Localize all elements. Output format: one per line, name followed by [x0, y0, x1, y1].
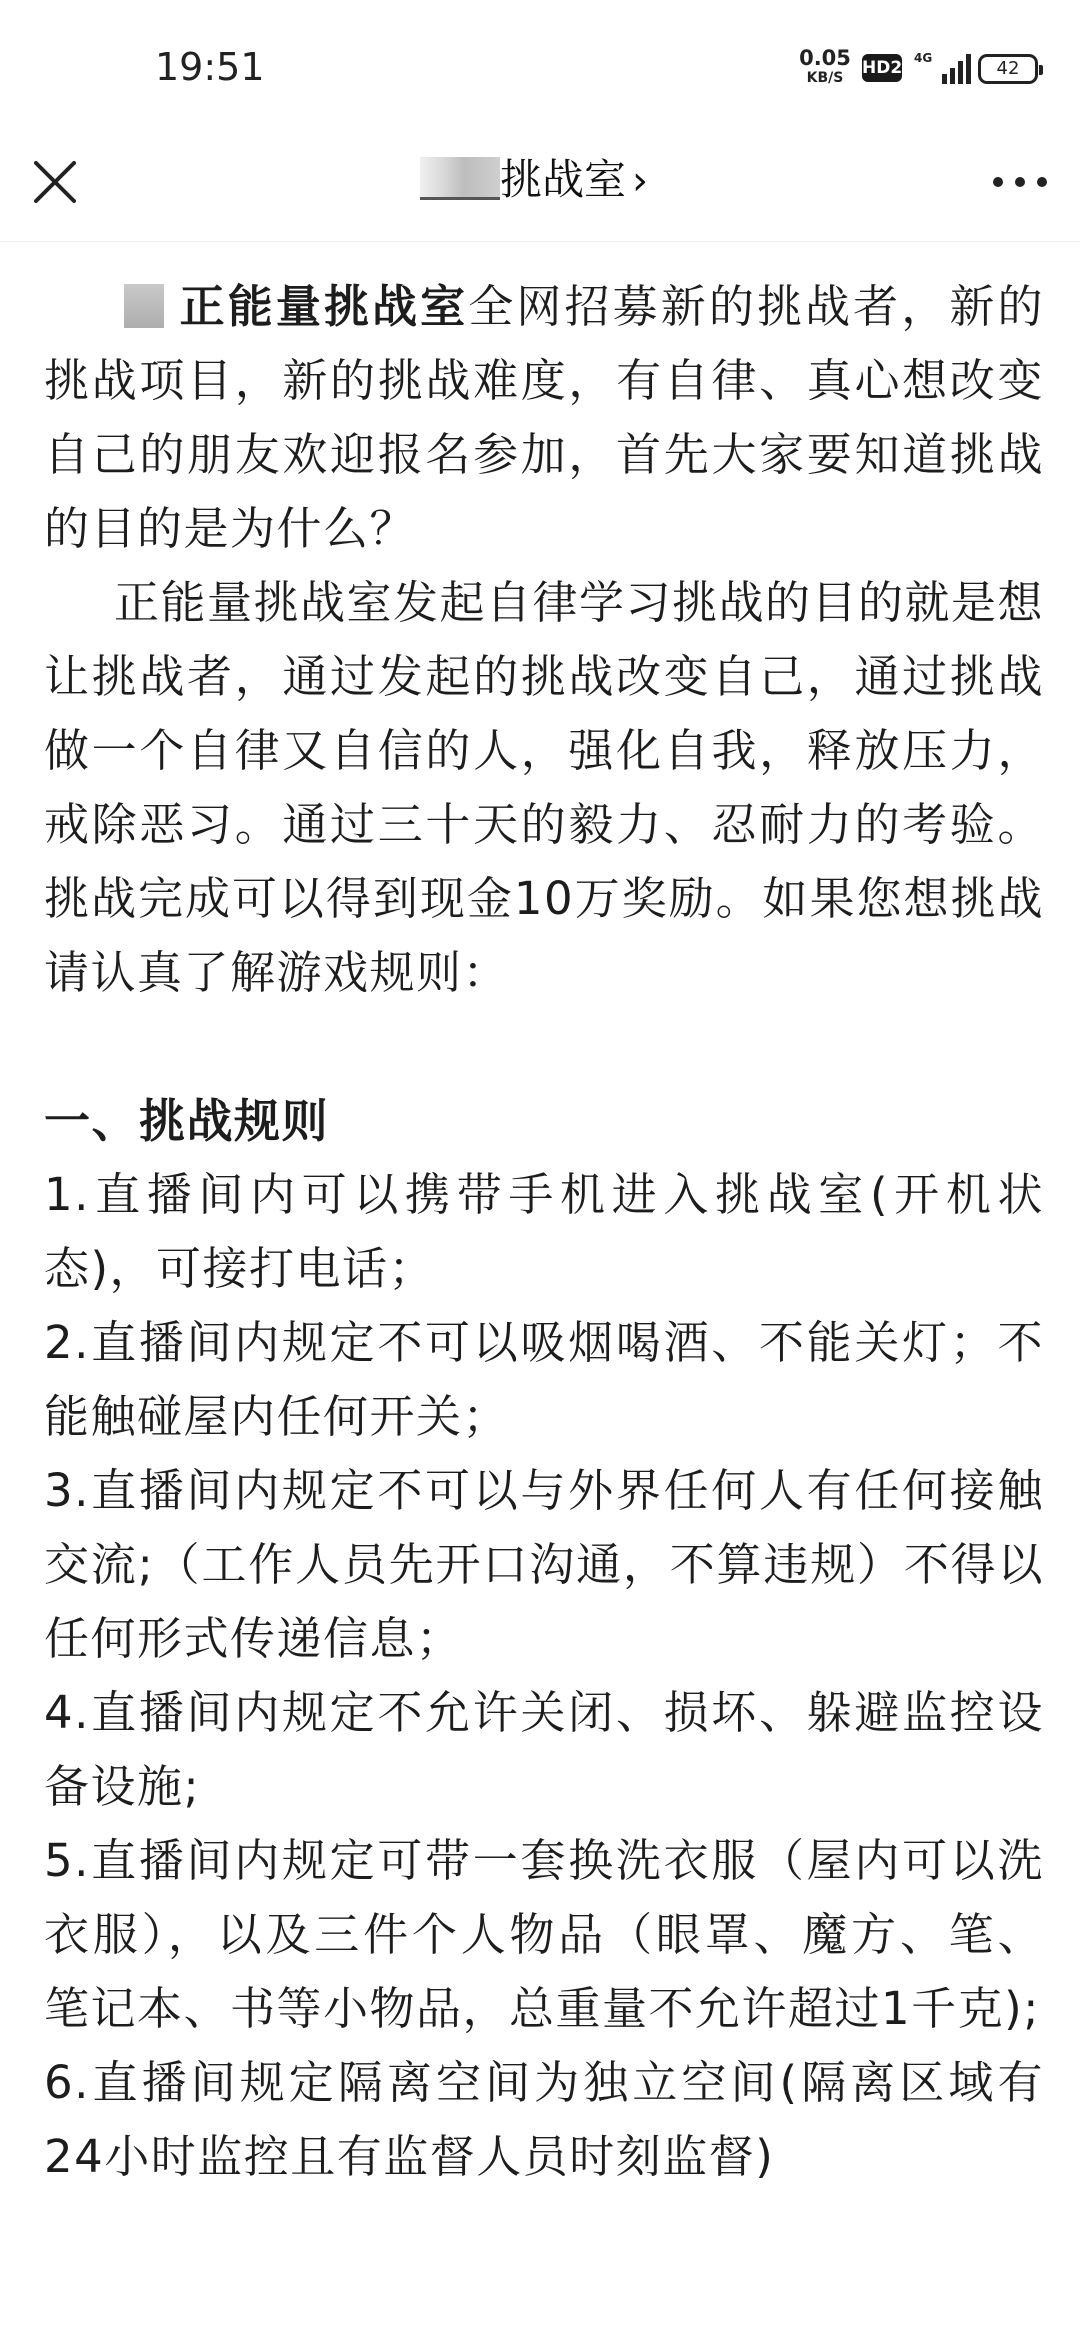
account-title-link[interactable]	[420, 145, 648, 215]
rule-item: 4.直播间内规定不允许关闭、损坏、躲避监控设备设施;	[44, 1686, 1044, 1813]
battery-icon	[978, 54, 1038, 84]
hd-voice-icon: HD2	[862, 54, 902, 82]
network-speed	[795, 48, 855, 88]
rule-item: 6.直播间规定隔离空间为独立空间(隔离区域有24小时监控且有监督人员时刻监督)	[44, 2056, 1044, 2183]
status-bar	[0, 0, 1080, 135]
nav-bar	[0, 135, 1080, 242]
spacer	[44, 1010, 1044, 1084]
redacted-name	[124, 284, 164, 328]
intro-text: 全网招募新的挑战者，新的挑战项目，新的挑战难度，有自律、真心想改变自己的朋友欢迎报名参加，首先大家要知道挑战的目的是为什么？	[44, 280, 1044, 555]
redacted-name	[420, 157, 500, 200]
article-body	[44, 270, 1044, 2194]
more-icon[interactable]	[988, 155, 1052, 209]
rules-heading: 一、挑战规则	[44, 1094, 329, 1148]
battery-level: 42	[996, 58, 1020, 79]
rule-item: 2.直播间内规定不可以吸烟喝酒、不能关灯；不能触碰屋内任何开关；	[44, 1316, 1044, 1443]
purpose-paragraph: 正能量挑战室发起自律学习挑战的目的就是想让挑战者，通过发起的挑战改变自己，通过挑战做一个自律又自信的人，强化自我，释放压力，戒除恶习。通过三十天的毅力、忍耐力的考验。挑战完成可以得到现金10万奖励。如果您想挑战请认真了解游戏规则：	[44, 576, 1045, 999]
chevron-right-icon: ›	[632, 158, 649, 204]
close-icon[interactable]	[28, 155, 82, 209]
network-speed-unit: KB/S	[806, 70, 844, 86]
network-type-label: 4G	[914, 51, 933, 65]
status-time: 19:51	[155, 45, 265, 89]
intro-bold-name: 正能量挑战室	[178, 280, 469, 333]
signal-icon	[912, 48, 972, 88]
rule-item: 3.直播间内规定不可以与外界任何人有任何接触交流;（工作人员先开口沟通，不算违规）不得以任何形式传递信息；	[44, 1464, 1044, 1665]
intro-paragraph	[44, 270, 1044, 566]
rule-item: 5.直播间内规定可带一套换洗衣服（屋内可以洗衣服），以及三件个人物品（眼罩、魔方、笔、笔记本、书等小物品，总重量不允许超过1千克);	[44, 1834, 1044, 2035]
rule-item: 1.直播间内可以携带手机进入挑战室(开机状态)，可接打电话；	[44, 1168, 1044, 1295]
network-speed-value: 0.05	[799, 46, 851, 70]
page-title: 挑战室	[500, 155, 627, 204]
